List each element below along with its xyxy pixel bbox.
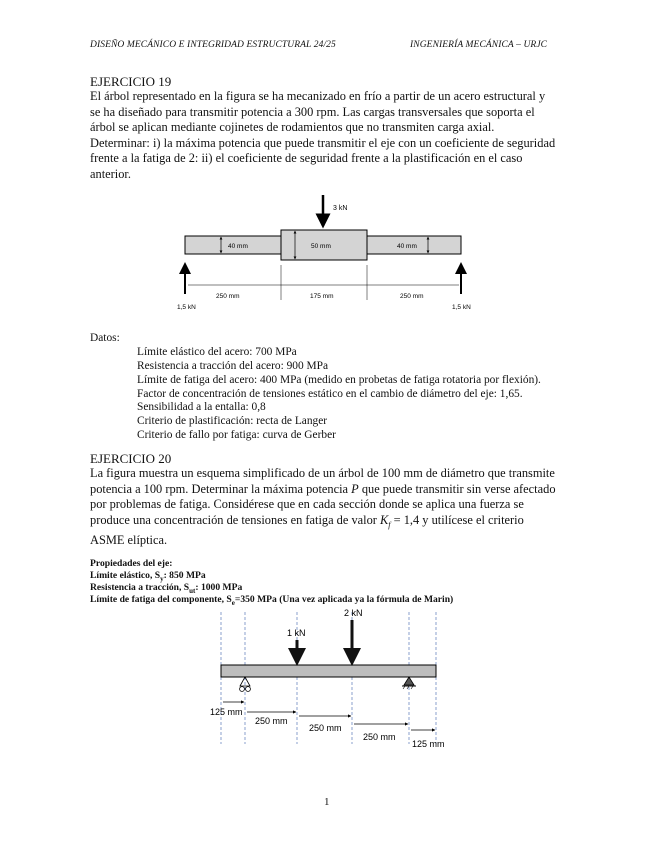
header-right: INGENIERÍA MECÁNICA – URJC xyxy=(410,40,548,50)
reaction-right-label: 1,5 kN xyxy=(452,304,471,311)
reaction-left-label: 1,5 kN xyxy=(177,304,196,311)
datos-label: Datos: xyxy=(90,332,120,344)
datos-item: Criterio de fallo por fatiga: curva de Gerber xyxy=(137,429,336,441)
datos-item: Criterio de plastificación: recta de Langer xyxy=(137,415,328,427)
diam-mid-label: 50 mm xyxy=(311,243,331,250)
load-label: 3 kN xyxy=(333,205,348,212)
load-1-label: 1 kN xyxy=(287,628,306,638)
ej19-line: Determinar: i) la máxima potencia que puede transmitir el eje con un coeficiente de seguridad xyxy=(90,135,556,150)
ej19-line: frente a la fatiga de 2: ii) el coeficiente de seguridad frente a la plastificación en el caso xyxy=(90,151,523,166)
ej19-line: El árbol representado en la figura se ha mecanizado en frío a partir de un acero estructural y xyxy=(90,89,546,103)
ej19-statement xyxy=(90,89,564,183)
ej20-title: EJERCICIO 20 xyxy=(90,451,172,466)
header-left: DISEÑO MECÁNICO E INTEGRIDAD ESTRUCTURAL 24/25 xyxy=(90,40,336,50)
datos-item: Límite de fatiga del acero: 400 MPa (medido en probetas de fatiga rotatoria por flexión). xyxy=(137,374,541,386)
ej20-line: ASME elíptica. xyxy=(90,532,168,547)
ej19-line: se ha diseñado para transmitir potencia a 300 rpm. Las cargas transversales que soporta el xyxy=(90,104,535,119)
ej20-line: potencia a 100 rpm. Determinar la máxima potencia P que puede transmitir sin verse afectado xyxy=(90,481,556,496)
length-left-label: 250 mm xyxy=(216,293,240,300)
ej20-statement xyxy=(90,466,564,548)
dim-5-label: 125 mm xyxy=(412,739,445,749)
prop-yield: Límite elástico, $S_y$: 850 MPa xyxy=(90,570,206,583)
length-mid-label: 175 mm xyxy=(310,293,334,300)
ej20-line: produce una concentración de tensiones en fatiga de valor $K_f = 1,4$ y utilícese el criterio xyxy=(90,512,524,530)
datos-item: Límite elástico del acero: 700 MPa xyxy=(137,346,297,358)
ej20-line: La figura muestra un esquema simplificado de un árbol de 100 mm de diámetro que transmite xyxy=(90,466,555,480)
ej19-line: árbol se aplican mediante cojinetes de rodamientos que no transmiten carga axial. xyxy=(90,120,495,135)
props-title: Propiedades del eje: xyxy=(90,558,173,569)
dim-4-label: 250 mm xyxy=(363,732,396,742)
load-2-label: 2 kN xyxy=(344,608,363,618)
diam-left-label: 40 mm xyxy=(228,243,248,250)
length-right-label: 250 mm xyxy=(400,293,424,300)
prop-uts: Resistencia a tracción, $S_{ut}$: 1000 MPa xyxy=(90,582,243,595)
diam-right-label: 40 mm xyxy=(397,243,417,250)
dim-1-label: 125 mm xyxy=(210,707,243,717)
prop-fatigue: Límite de fatiga del componente, $S_e=350$ MPa (Una vez aplicada ya la fórmula de Marin) xyxy=(90,594,454,607)
datos-item: Resistencia a tracción del acero: 900 MPa xyxy=(137,360,329,372)
shaft-bar xyxy=(221,665,436,677)
ej19-line: anterior. xyxy=(90,166,131,181)
ej20-shaft-figure xyxy=(205,604,455,752)
ej19-shaft-figure xyxy=(170,190,490,315)
ej20-line: por problemas de fatiga. Considérese que en cada sección donde se aplica una fuerza se xyxy=(90,497,524,512)
page-number: 1 xyxy=(324,796,330,808)
datos-item: Factor de concentración de tensiones estático en el cambio de diámetro del eje: 1,65. xyxy=(137,388,523,400)
datos-item: Sensibilidad a la entalla: 0,8 xyxy=(137,401,266,413)
ej19-title: EJERCICIO 19 xyxy=(90,74,172,89)
dim-3-label: 250 mm xyxy=(309,723,342,733)
dim-2-label: 250 mm xyxy=(255,716,288,726)
